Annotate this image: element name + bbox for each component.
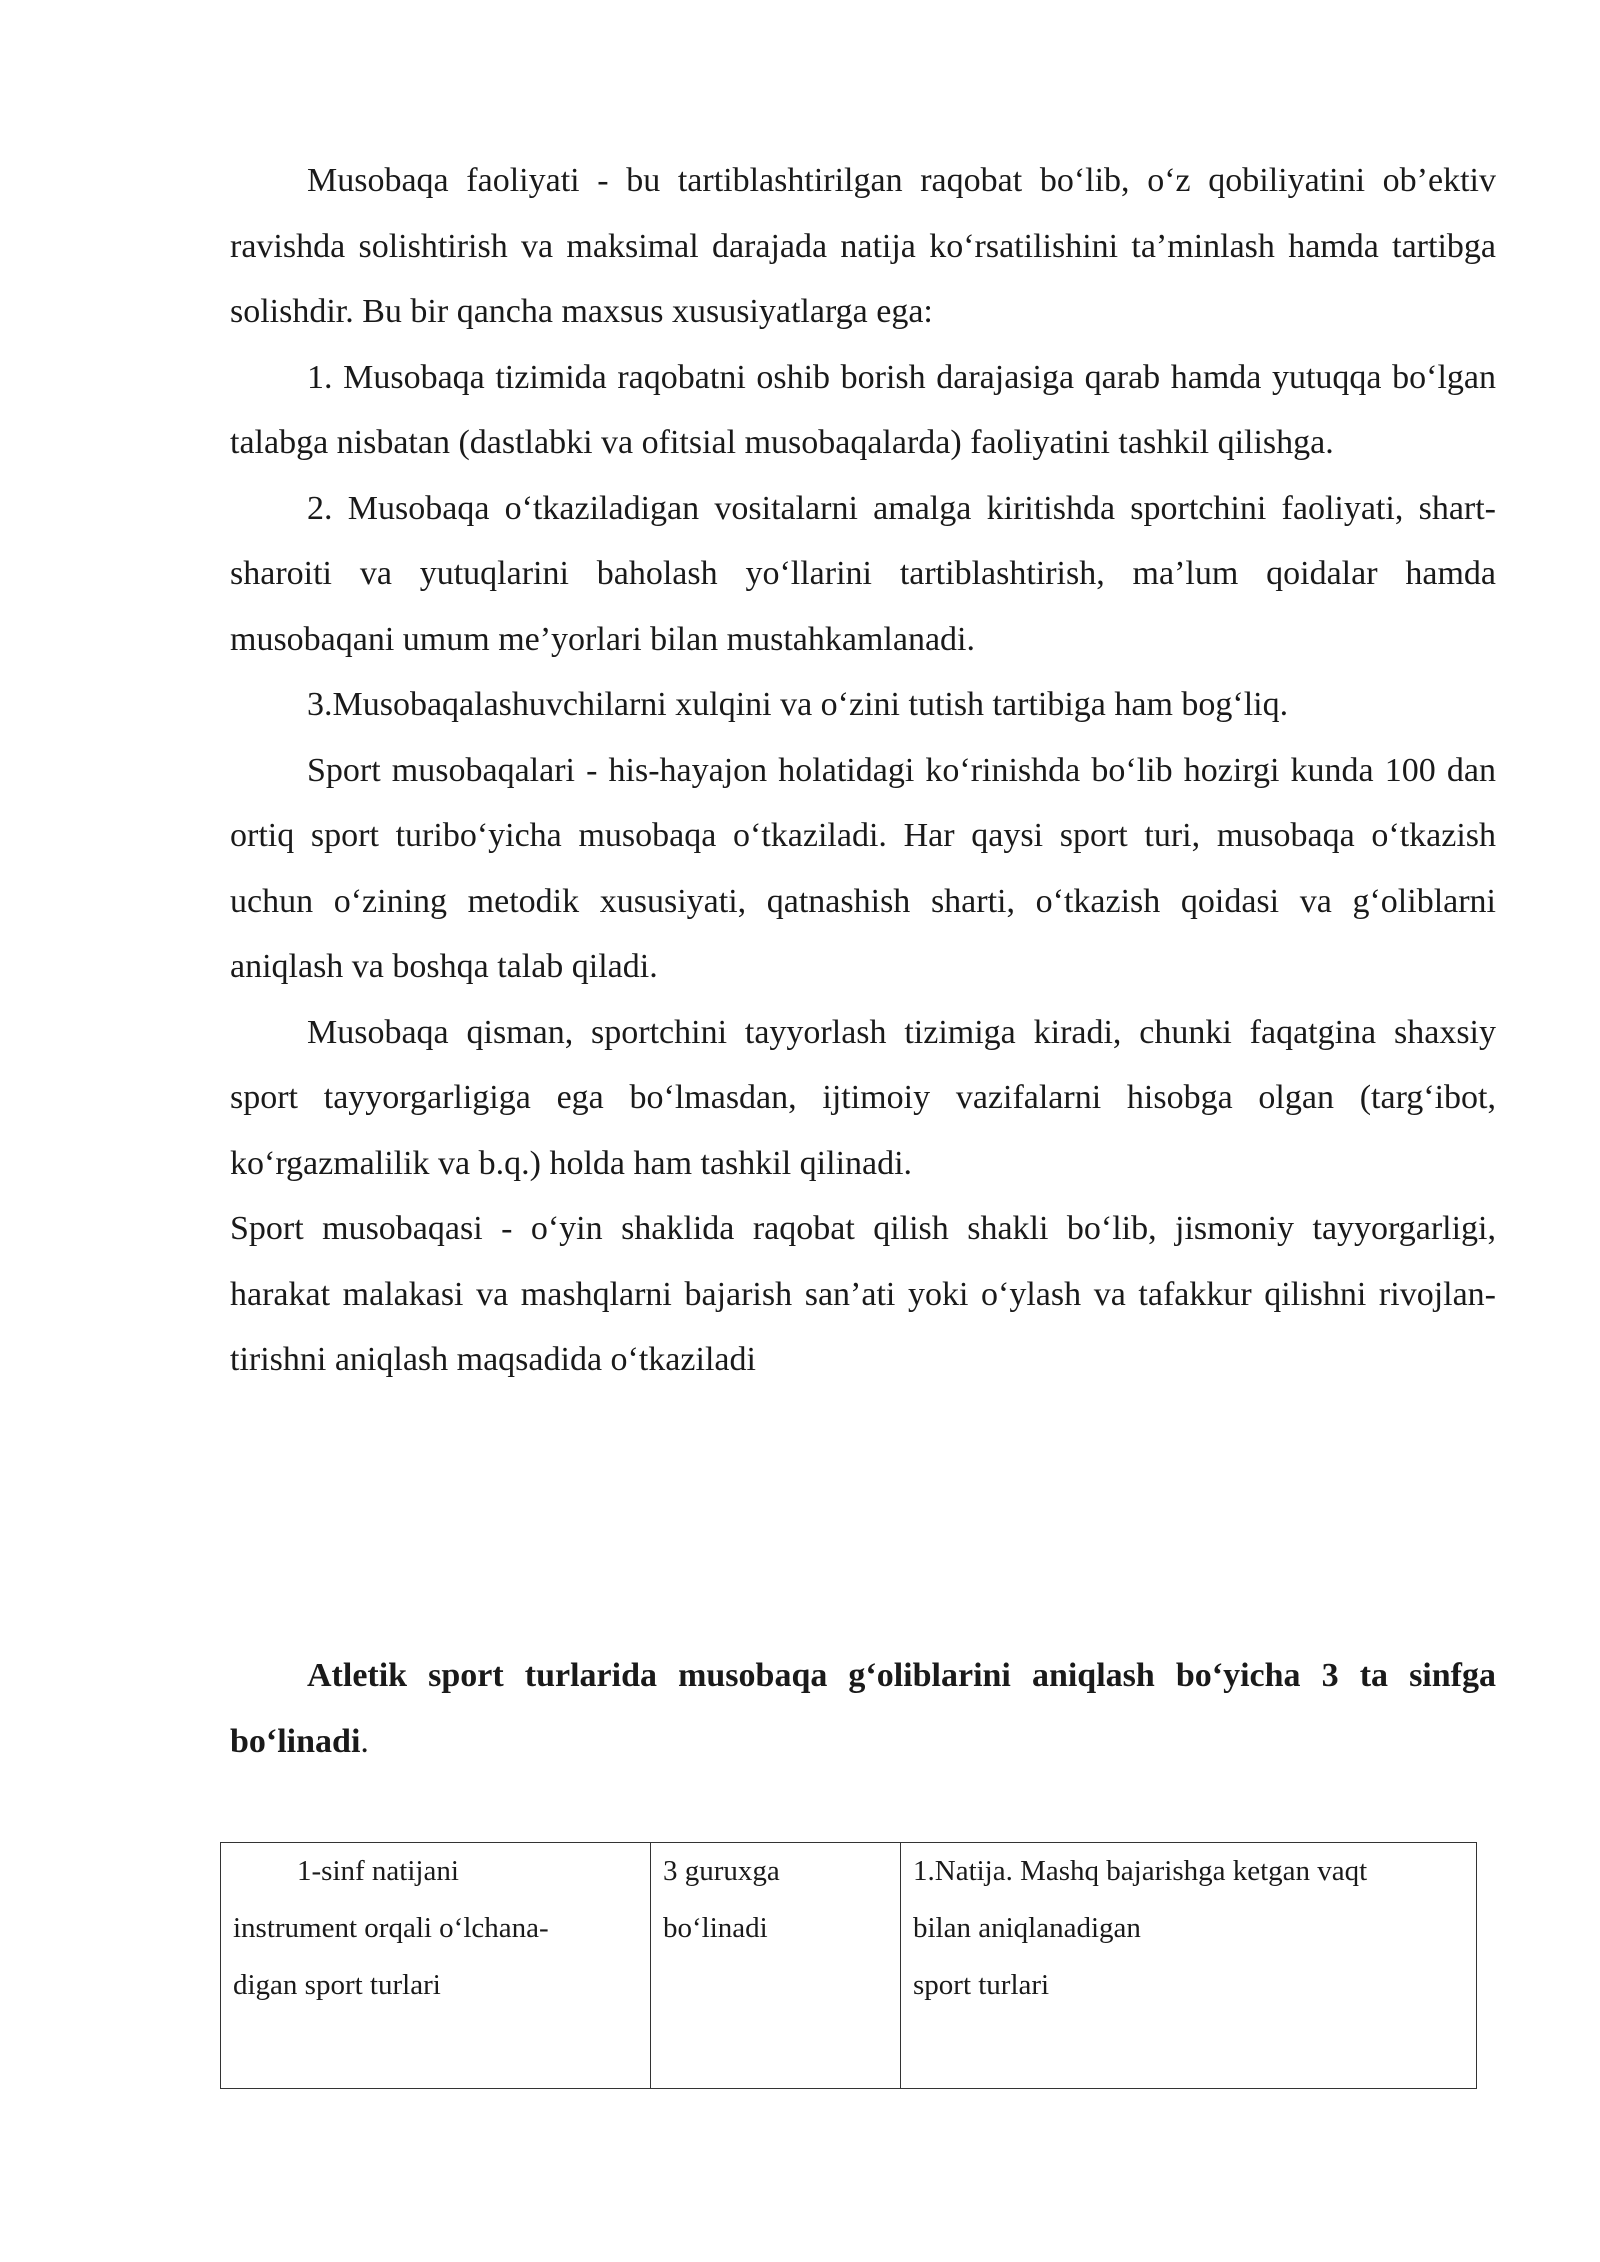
table-row [221, 1843, 1477, 2089]
cell-line: digan sport turlari [233, 1969, 441, 2001]
section-heading-text: Atletik sport turlarida musobaqa g‘oliblarini aniqlash bo‘yicha 3 ta sinfga bo‘linadi [230, 1657, 1496, 1760]
paragraph-definition: Musobaqa faoliyati - bu tartiblashtirilgan raqobat bo‘lib, o‘z qobiliyatini ob’ektiv ravishda solishtirish va maksimal darajada natija ko‘rsatilishini ta’minlash hamda tartibga solishdir. Bu bir qancha maxsus xususiyatlarga ega: [230, 162, 1496, 330]
table-cell-groups [651, 1843, 901, 2089]
paragraph-sport-competition-form: Sport musobaqasi - o‘yin shaklida raqobat qilish shakli bo‘lib, jismoniy tayyorgarligi, harakat malakasi va mashqlarni bajarish san’ati yoki o‘ylash va tafakkur qilishni rivojlan-tirishni aniqlash maqsadida o‘tkaziladi [230, 1210, 1496, 1378]
paragraph-sport-competitions: Sport musobaqalari - his-hayajon holatidagi ko‘rinishda bo‘lib hozirgi kunda 100 dan ortiq sport turibo‘yicha musobaqa o‘tkaziladi. Har qaysi sport turi, musobaqa o‘tkazish uchun o‘zining metodik xususiyati, qatnashish sharti, o‘tkazish qoidasi va g‘oliblarni aniqlash va boshqa talab qiladi. [230, 751, 1496, 985]
cell-line: 1-sinf natijani [297, 1855, 459, 1887]
cell-line: 1.Natija. Mashq bajarishga ketgan vaqt [913, 1855, 1368, 1887]
cell-line: sport turlari [913, 1969, 1050, 2001]
paragraph-competition-part: Musobaqa qisman, sportchini tayyorlash tizimiga kiradi, chunki faqatgina shaxsiy sport tayyorgarligiga ega bo‘lmasdan, ijtimoiy vazifalarni hisobga olgan (targ‘ibot, ko‘rgazmalilik va b.q.) holda ham tashkil qilinadi. [230, 1013, 1496, 1182]
paragraph-item-3: 3.Musobaqalashuvchilarni xulqini va o‘zini tutish tartibiga ham bog‘liq. [307, 686, 1289, 723]
table-cell-class [221, 1843, 651, 2089]
cell-line: instrument orqali o‘lchana- [233, 1912, 549, 1944]
cell-line: 3 guruxga [663, 1855, 780, 1887]
classification-table [220, 1842, 1477, 2089]
cell-line: bo‘linadi [663, 1912, 768, 1944]
section-heading-period: . [360, 1722, 369, 1760]
table-cell-result [901, 1843, 1477, 2089]
section-heading [230, 1643, 1496, 1774]
paragraph-item-2: 2. Musobaqa o‘tkaziladigan vositalarni amalga kiritishda sportchini faoliyati, shart-sharoiti va yutuqlarini baholash yo‘llarini tartiblashtirish, ma’lum qoidalar hamda musobaqani umum me’yorlari bilan mustahkamlanadi. [230, 489, 1496, 658]
cell-line: bilan aniqlanadigan [913, 1912, 1141, 1944]
document-body [230, 148, 1496, 1393]
paragraph-item-1: 1. Musobaqa tizimida raqobatni oshib borish darajasiga qarab hamda yutuqqa bo‘lgan talabga nisbatan (dastlabki va ofitsial musobaqalarda) faoliyatini tashkil qilishga. [230, 358, 1496, 461]
